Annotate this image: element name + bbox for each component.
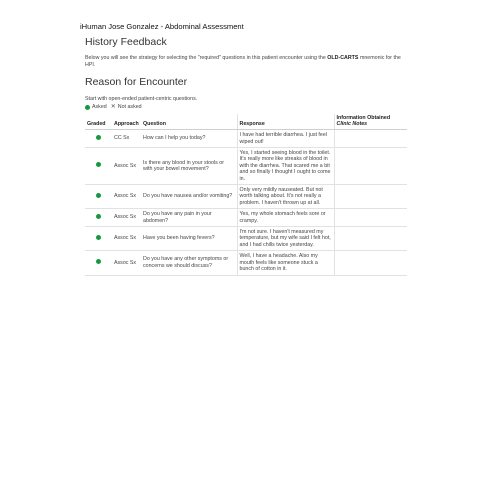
graded-cell	[85, 209, 112, 227]
table-row	[85, 148, 407, 185]
graded-cell	[85, 251, 112, 275]
header-graded: Graded	[85, 114, 112, 130]
asked-status-icon	[96, 235, 101, 240]
question-cell: Have you been having fevers?	[141, 227, 237, 251]
intro-mnemonic: OLD-CARTS	[327, 55, 359, 61]
question-cell: Do you have nausea and/or vomiting?	[141, 185, 237, 209]
table-row	[85, 130, 407, 148]
encounter-table	[85, 114, 407, 275]
asked-status-icon	[96, 193, 101, 198]
graded-cell	[85, 148, 112, 185]
table-row	[85, 251, 407, 275]
clinic-notes-cell	[334, 251, 407, 275]
intro-text-after: mnemonic for the HPI.	[85, 55, 401, 68]
intro-paragraph	[85, 55, 407, 68]
reason-for-encounter-title: Reason for Encounter	[85, 76, 188, 89]
clinic-notes-cell	[334, 185, 407, 209]
clinic-notes-cell	[334, 130, 407, 148]
approach-cell: Assoc Sx	[112, 185, 141, 209]
approach-cell: Assoc Sx	[112, 209, 141, 227]
intro-text-before: Below you will see the strategy for selecting the "required" questions in this patient encounter using the	[85, 55, 328, 61]
legend-not-asked-label: Not asked	[117, 104, 142, 111]
approach-cell: Assoc Sx	[112, 148, 141, 185]
response-cell: I'm not sure. I haven't measured my temperature, but my wife said I felt hot, and I had chills twice yesterday.	[237, 227, 334, 251]
header-response: Response	[237, 114, 334, 130]
header-clinic-notes: Clinic Notes	[336, 121, 368, 128]
graded-cell	[85, 130, 112, 148]
table-row	[85, 185, 407, 209]
asked-status-icon	[96, 162, 101, 167]
history-feedback-title: History Feedback	[85, 36, 167, 48]
graded-cell	[85, 185, 112, 209]
legend-asked-label: Asked	[92, 104, 107, 111]
question-cell: Do you have any other symptoms or concerns we should discuss?	[141, 251, 237, 275]
header-question: Question	[141, 114, 237, 130]
question-cell: How can I help you today?	[141, 130, 237, 148]
response-cell: Yes, I started seeing blood in the toilet. It's really more like streaks of blood in with the diarrhea. That scared me a bit and so finally I thought I ought to come in.	[237, 148, 334, 185]
approach-cell: CC Sx	[112, 130, 141, 148]
asked-status-icon	[96, 135, 101, 140]
header-info-line1: Information Obtained	[336, 115, 391, 122]
asked-dot-icon	[85, 105, 90, 110]
response-cell: Only very mildly nauseated. But not worth talking about. It's not really a problem. I haven't thrown up at all.	[237, 185, 334, 209]
question-cell: Is there any blood in your stools or with your bowel movement?	[141, 148, 237, 185]
start-instruction: Start with open-ended patient-centric questions.	[85, 96, 198, 103]
asked-status-icon	[96, 214, 101, 219]
response-cell: Yes, my whole stomach feels sore or crampy.	[237, 209, 334, 227]
header-approach: Approach	[112, 114, 141, 130]
response-cell: Well, I have a headache. Also my mouth feels like someone stuck a bunch of cotton in it.	[237, 251, 334, 275]
approach-cell: Assoc Sx	[112, 227, 141, 251]
not-asked-x-icon: ✕	[110, 104, 116, 111]
header-information-obtained	[334, 114, 407, 130]
question-cell: Do you have any pain in your abdomen?	[141, 209, 237, 227]
table-body	[85, 130, 407, 275]
clinic-notes-cell	[334, 148, 407, 185]
legend	[85, 104, 407, 110]
document-header: iHuman Jose Gonzalez - Abdominal Assessment	[80, 22, 244, 31]
approach-cell: Assoc Sx	[112, 251, 141, 275]
clinic-notes-cell	[334, 209, 407, 227]
table-row	[85, 227, 407, 251]
clinic-notes-cell	[334, 227, 407, 251]
graded-cell	[85, 227, 112, 251]
history-feedback-content	[85, 36, 407, 276]
table-header-row	[85, 114, 407, 130]
response-cell: I have had terrible diarrhea. I just feel wiped out!	[237, 130, 334, 148]
asked-status-icon	[96, 259, 101, 264]
table-row	[85, 209, 407, 227]
